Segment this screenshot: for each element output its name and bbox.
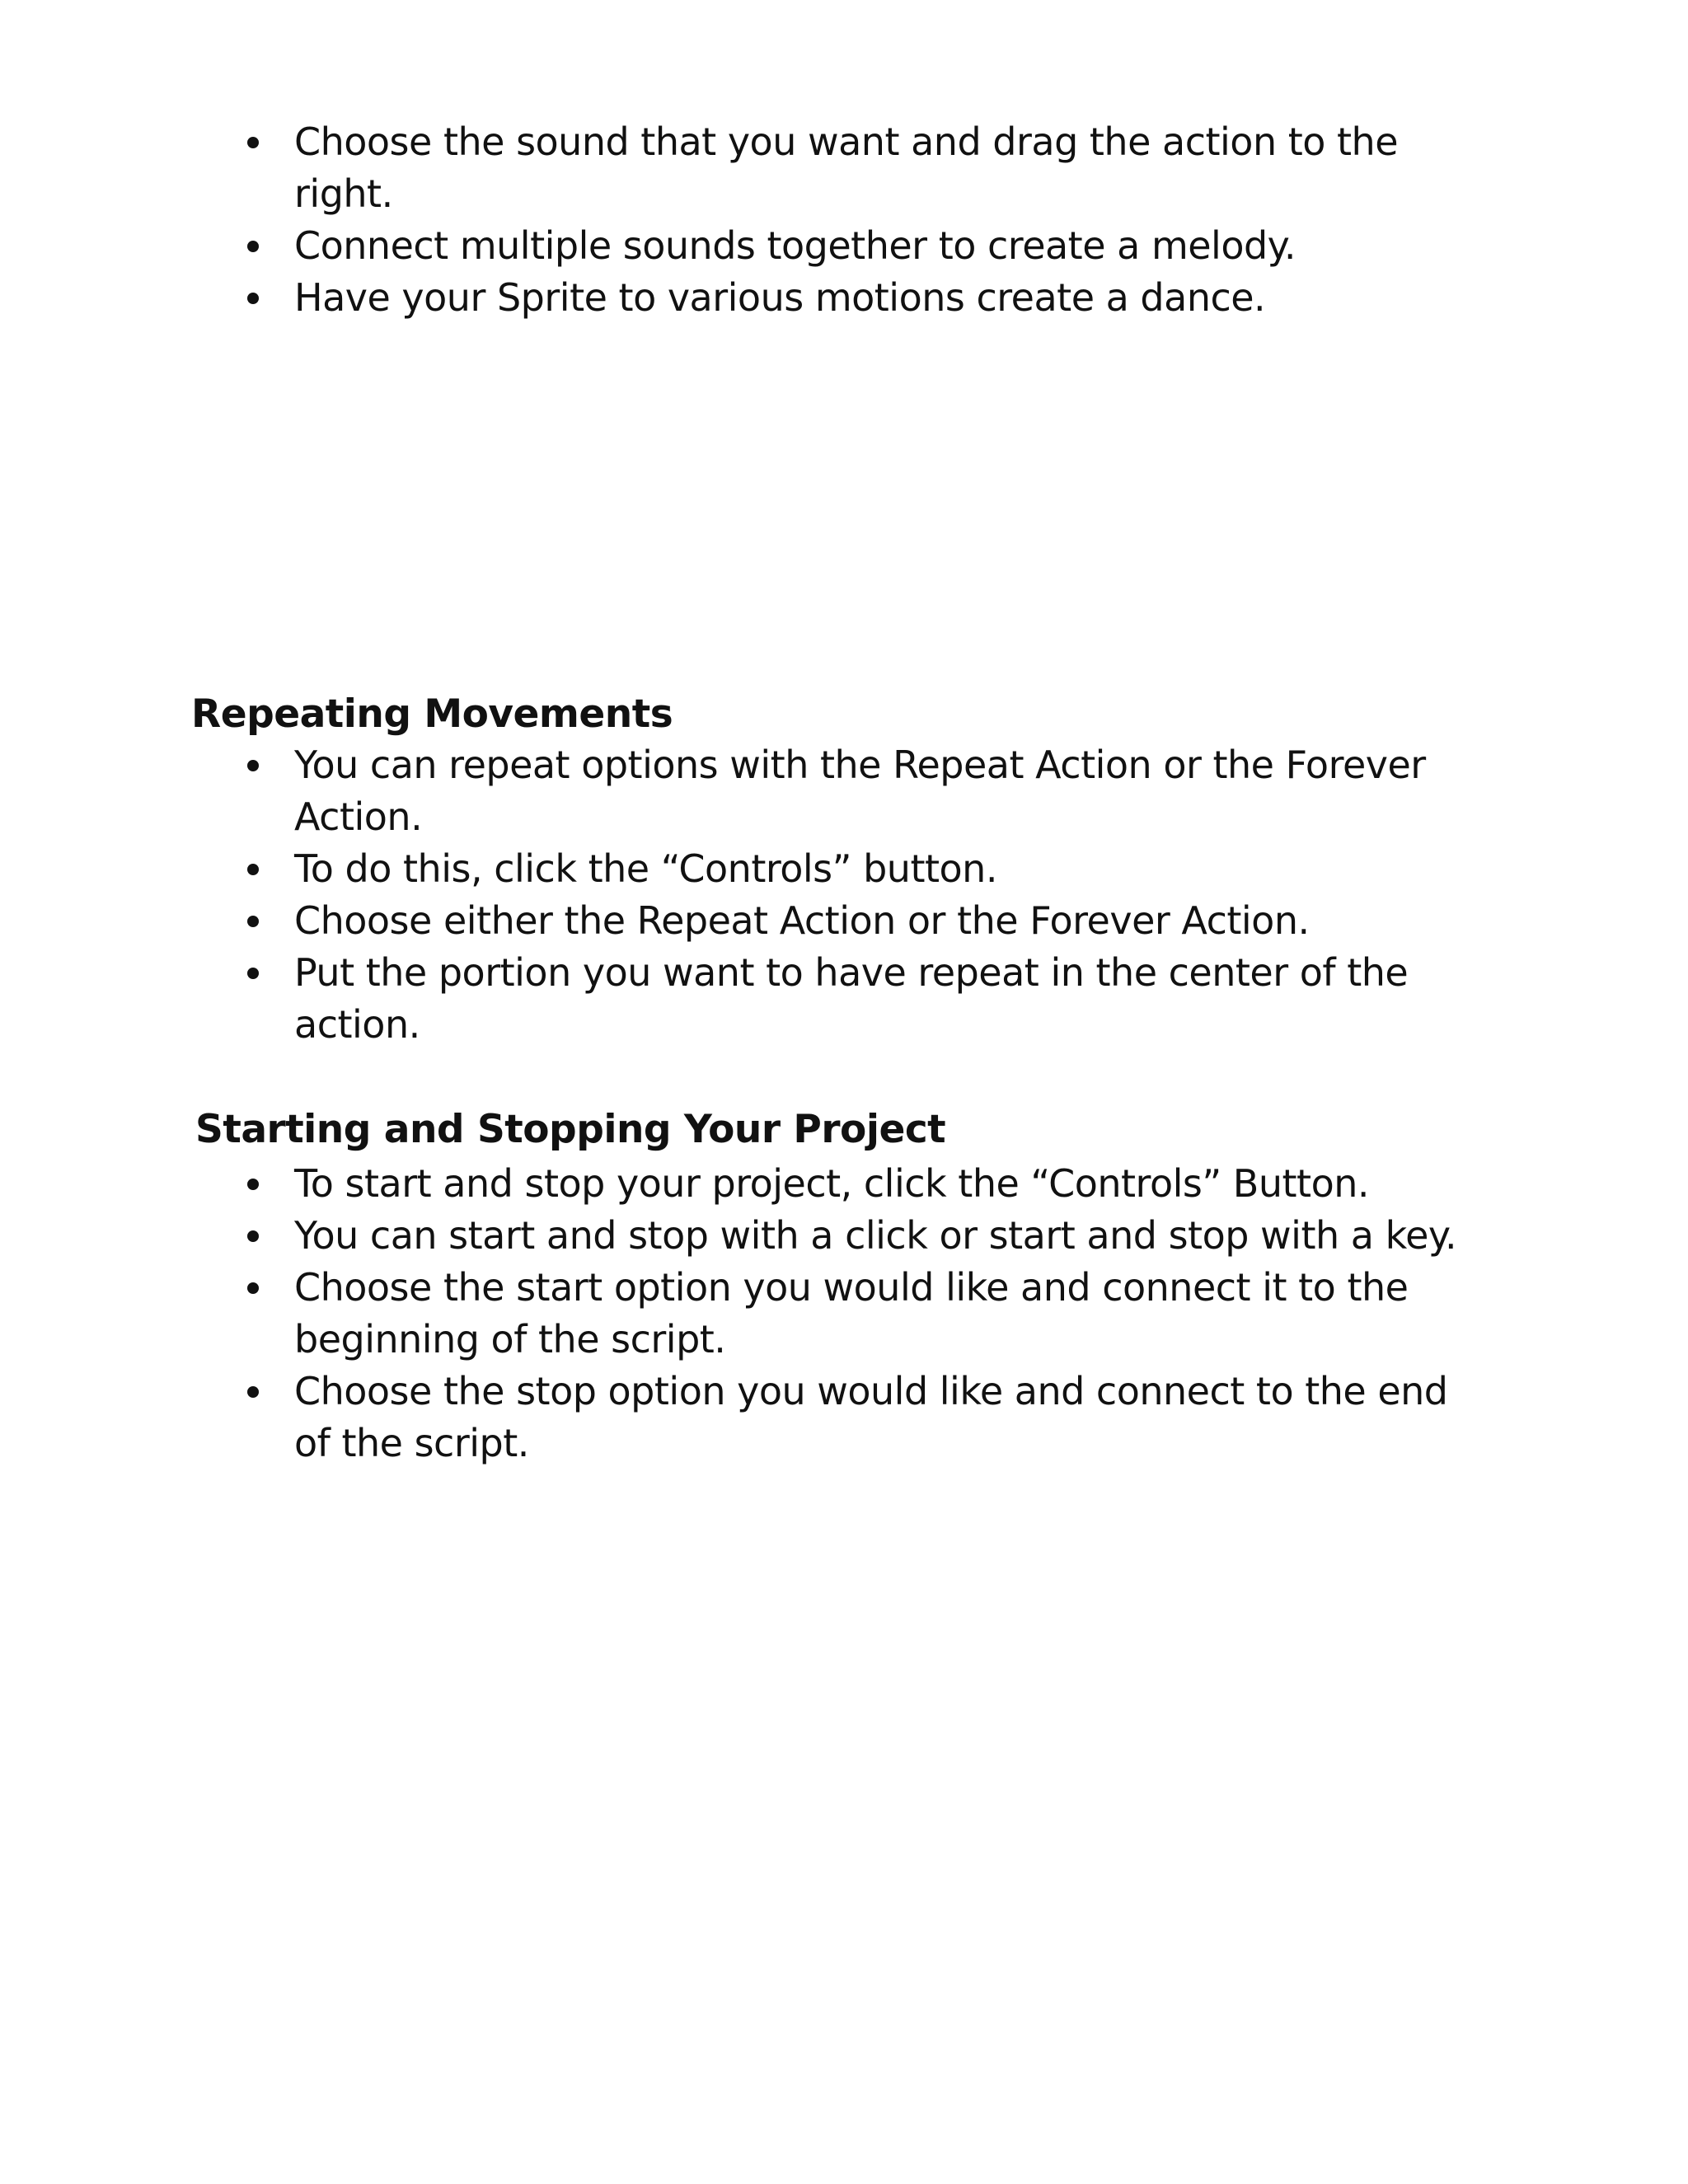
list-item-text: Choose the sound that you want and drag the action to the right. <box>294 120 1399 216</box>
list-item <box>0 1210 1473 1262</box>
bullet-icon <box>247 968 259 979</box>
list-item-text: Have your Sprite to various motions create a dance. <box>294 275 1266 320</box>
top-bullet-list <box>0 116 1688 324</box>
list-item <box>0 1366 1473 1469</box>
list-item-text: Choose the stop option you would like and connect to the end of the script. <box>294 1369 1448 1465</box>
list-item <box>0 739 1473 843</box>
list-item-text: Choose either the Repeat Action or the Forever Action. <box>294 898 1310 943</box>
bullet-icon <box>247 293 259 304</box>
list-item-text: To do this, click the “Controls” button. <box>294 846 997 891</box>
repeating-bullet-list <box>0 739 1688 1051</box>
list-item <box>0 1262 1473 1366</box>
list-item-text: Choose the start option you would like and connect it to the beginning of the script. <box>294 1265 1409 1361</box>
bullet-icon <box>247 864 259 875</box>
bullet-icon <box>247 916 259 927</box>
list-item-text: You can repeat options with the Repeat Action or the Forever Action. <box>294 743 1426 839</box>
list-item <box>0 947 1473 1051</box>
list-item-text: Put the portion you want to have repeat in the center of the action. <box>294 950 1409 1047</box>
bullet-icon <box>247 1282 259 1294</box>
starting-bullet-list <box>0 1158 1688 1469</box>
list-item-text: You can start and stop with a click or start and stop with a key. <box>294 1213 1457 1258</box>
list-item <box>0 843 1473 895</box>
bullet-icon <box>247 760 259 771</box>
bullet-icon <box>247 1386 259 1398</box>
list-item <box>0 272 1473 324</box>
section-heading-repeating: Repeating Movements <box>191 691 673 737</box>
list-item-text: Connect multiple sounds together to create a melody. <box>294 223 1296 268</box>
list-item <box>0 116 1473 220</box>
bullet-icon <box>247 1230 259 1242</box>
section-heading-starting: Starting and Stopping Your Project <box>195 1107 946 1152</box>
list-item <box>0 895 1473 947</box>
list-item <box>0 1158 1473 1210</box>
list-item-text: To start and stop your project, click the “Controls” Button. <box>294 1161 1369 1206</box>
bullet-icon <box>247 241 259 252</box>
list-item <box>0 220 1473 272</box>
bullet-icon <box>247 137 259 148</box>
bullet-icon <box>247 1179 259 1190</box>
